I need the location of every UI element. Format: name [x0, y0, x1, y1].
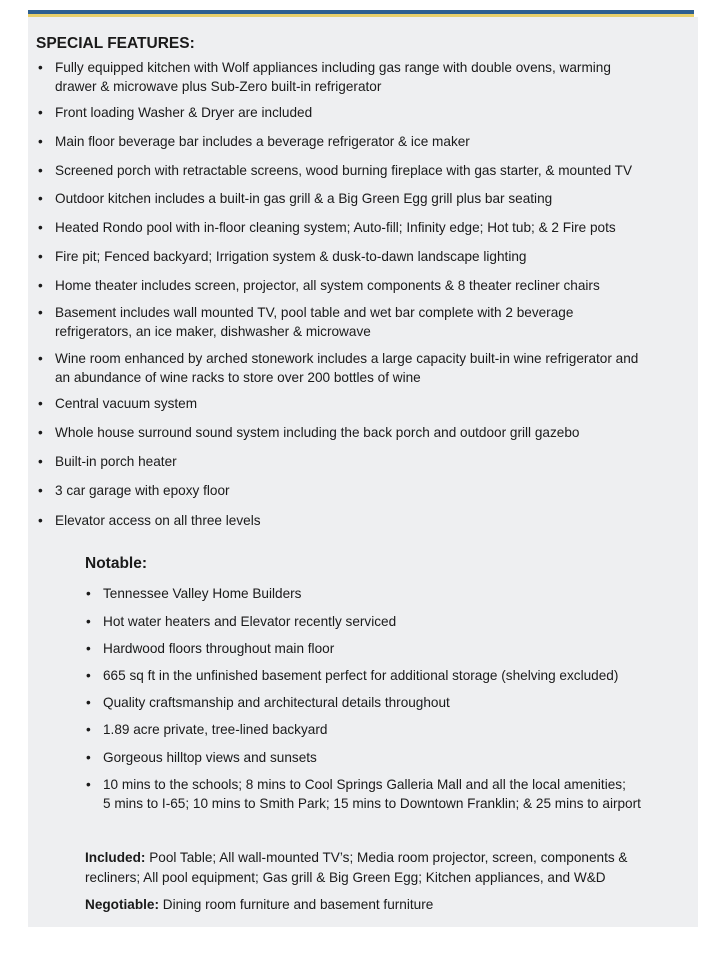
list-item [38, 103, 313, 122]
list-item [38, 132, 470, 151]
bullet-icon: • [86, 614, 91, 629]
bullet-icon: • [38, 134, 43, 149]
bullet-icon: • [38, 105, 43, 120]
included-paragraph [85, 848, 628, 888]
list-item [38, 511, 261, 530]
bullet-icon: • [86, 586, 91, 601]
list-item-text: Front loading Washer & Dryer are included [55, 105, 313, 120]
list-item [38, 276, 600, 295]
list-item [38, 423, 580, 442]
bullet-icon: • [38, 454, 43, 469]
bullet-icon: • [38, 396, 43, 411]
negotiable-label: Negotiable: [85, 897, 160, 912]
list-item-text: 1.89 acre private, tree-lined backyard [103, 722, 328, 737]
bullet-icon: • [86, 641, 91, 656]
negotiable-text: Dining room furniture and basement furniture [159, 897, 434, 912]
bullet-icon: • [38, 351, 43, 366]
list-item [38, 394, 198, 413]
notable-heading: Notable: [85, 555, 147, 572]
list-item-text: refrigerators, an ice maker, dishwasher & microwave [55, 324, 371, 339]
bullet-icon: • [38, 249, 43, 264]
list-item-text: Fully equipped kitchen with Wolf appliances including gas range with double ovens, warming [55, 60, 611, 75]
list-item-text: 10 mins to the schools; 8 mins to Cool Springs Galleria Mall and all the local amenities; [103, 777, 626, 792]
list-item-text: Gorgeous hilltop views and sunsets [103, 750, 317, 765]
bullet-icon: • [38, 425, 43, 440]
list-item-text: Wine room enhanced by arched stonework includes a large capacity built-in wine refrigerator and [55, 351, 639, 366]
list-item-text: Home theater includes screen, projector, all system components & 8 theater recliner chairs [55, 278, 600, 293]
list-item-text: 3 car garage with epoxy floor [55, 483, 230, 498]
bullet-icon: • [38, 60, 43, 75]
list-item [86, 612, 397, 631]
list-item [86, 748, 317, 767]
bullet-icon: • [38, 513, 43, 528]
list-item-text: an abundance of wine racks to store over 200 bottles of wine [55, 370, 421, 385]
list-item-text: Built-in porch heater [55, 454, 177, 469]
bullet-icon: • [86, 750, 91, 765]
list-item-text: Elevator access on all three levels [55, 513, 261, 528]
list-item-text: Basement includes wall mounted TV, pool table and wet bar complete with 2 beverage [55, 305, 574, 320]
list-item [38, 161, 633, 180]
special-features-heading: SPECIAL FEATURES: [36, 35, 195, 52]
list-item-text: Tennessee Valley Home Builders [103, 586, 302, 601]
list-item [38, 481, 230, 500]
bullet-icon: • [86, 722, 91, 737]
list-item-text: 5 mins to I-65; 10 mins to Smith Park; 15 mins to Downtown Franklin; & 25 mins to airport [103, 796, 641, 811]
bullet-icon: • [38, 483, 43, 498]
list-item-text: Heated Rondo pool with in-floor cleaning system; Auto-fill; Infinity edge; Hot tub; & 2 Fire pots [55, 220, 616, 235]
list-item [86, 720, 328, 739]
negotiable-paragraph [85, 895, 433, 915]
list-item [38, 247, 527, 266]
included-label: Included: [85, 850, 146, 865]
list-item-text: Central vacuum system [55, 396, 198, 411]
bullet-icon: • [86, 695, 91, 710]
bullet-icon: • [86, 777, 91, 792]
list-item [38, 218, 616, 237]
bullet-icon: • [38, 163, 43, 178]
list-item-text: Outdoor kitchen includes a built-in gas grill & a Big Green Egg grill plus bar seating [55, 191, 553, 206]
list-item-text: Main floor beverage bar includes a beverage refrigerator & ice maker [55, 134, 470, 149]
bullet-icon: • [38, 220, 43, 235]
list-item [86, 775, 641, 813]
list-item-text: Whole house surround sound system including the back porch and outdoor grill gazebo [55, 425, 580, 440]
list-item [86, 584, 302, 603]
list-item-text: Screened porch with retractable screens, wood burning fireplace with gas starter, & mounted TV [55, 163, 633, 178]
bullet-icon: • [86, 668, 91, 683]
list-item-text: drawer & microwave plus Sub-Zero built-in refrigerator [55, 79, 382, 94]
list-item [86, 666, 619, 685]
list-item-text: Hardwood floors throughout main floor [103, 641, 335, 656]
list-item [38, 349, 639, 387]
list-item-text: Hot water heaters and Elevator recently serviced [103, 614, 397, 629]
included-text-line-2: recliners; All pool equipment; Gas grill & Big Green Egg; Kitchen appliances, and W&D [85, 870, 606, 885]
list-item [38, 452, 177, 471]
list-item-text: Quality craftsmanship and architectural details throughout [103, 695, 450, 710]
list-item [38, 189, 553, 208]
included-text-line-1: Pool Table; All wall-mounted TV’s; Media room projector, screen, components & [145, 850, 628, 865]
list-item [38, 303, 574, 341]
bullet-icon: • [38, 278, 43, 293]
list-item-text: 665 sq ft in the unfinished basement perfect for additional storage (shelving excluded) [103, 668, 619, 683]
list-item [86, 693, 450, 712]
list-item-text: Fire pit; Fenced backyard; Irrigation system & dusk-to-dawn landscape lighting [55, 249, 527, 264]
list-item [86, 639, 335, 658]
bullet-icon: • [38, 305, 43, 320]
list-item [38, 58, 611, 96]
bullet-icon: • [38, 191, 43, 206]
